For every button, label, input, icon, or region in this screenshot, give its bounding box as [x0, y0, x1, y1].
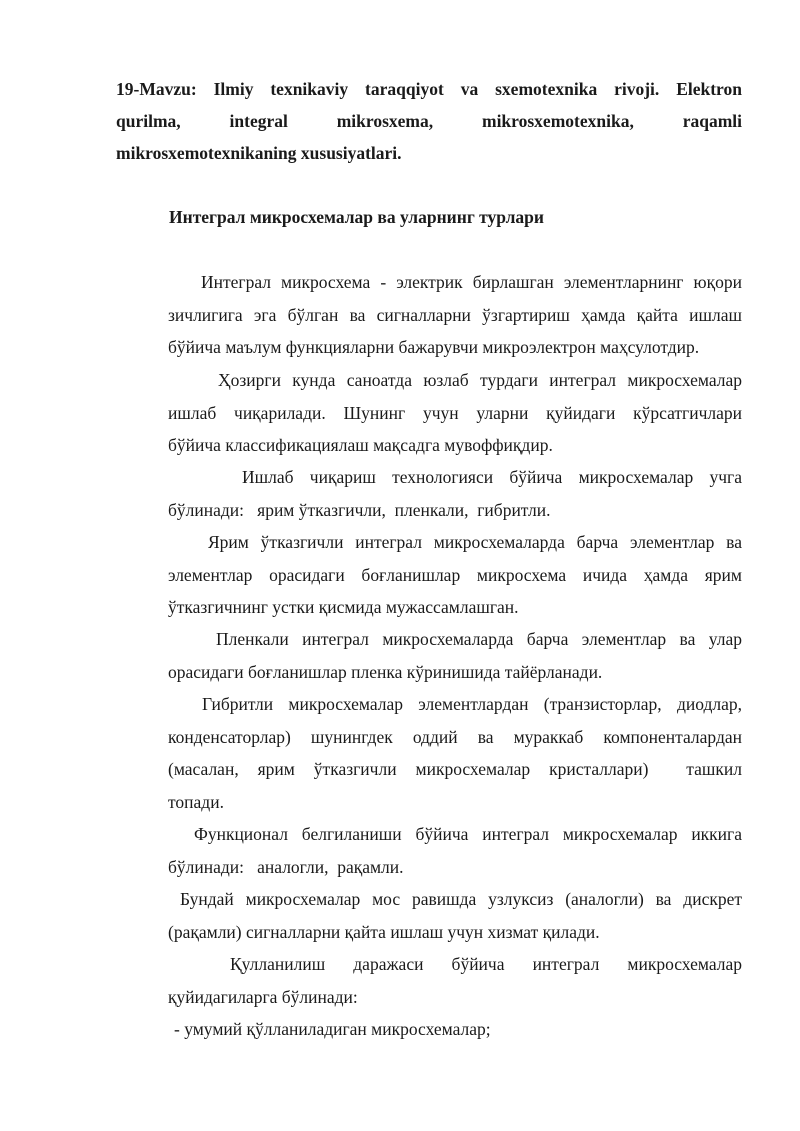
text-line: Гибритли микросхемалар элементлардан (транзисторлар, диодлар, [202, 694, 742, 714]
text-line: Ҳозирги кунда саноатда юзлаб турдаги интеграл микросхемалар [218, 370, 742, 390]
text-line: Қулланилиш даражаси бўйича интеграл микросхемалар [230, 954, 742, 974]
list-item-general [168, 1013, 742, 1046]
paragraph-classification [168, 364, 742, 462]
text-line: (масалан, ярим ўтказгичли микросхемалар кристаллари) ташкил [168, 759, 742, 779]
text-line: зичлигига эга бўлган ва сигналларни ўзгартириш ҳамда қайта ишлаш [168, 304, 742, 325]
text-line: Пленкали интеграл микросхемаларда барча элементлар ва улар [216, 629, 742, 649]
text-line: қуйидагиларга бўлинади: [168, 986, 358, 1007]
text-line: Интеграл микросхема - электрик бирлашган элементларнинг юқори [201, 272, 742, 292]
text-line: ишлаб чиқарилади. Шунинг учун уларни қуйидаги кўрсатгичлари [168, 402, 742, 423]
paragraph-technology [168, 461, 742, 526]
title-line: qurilma, integral mikrosxema, mikrosxemotexnika, raqamli [116, 111, 742, 131]
paragraph-signals [168, 883, 742, 948]
text-line: бўйича маълум функцияларни бажарувчи микроэлектрон маҳсулотдир. [168, 337, 700, 357]
paragraph-definition [168, 266, 742, 364]
text-line: бўлинади: ярим ўтказгичли, пленкали, гибритли. [168, 499, 551, 520]
title-line: mikrosxemotexnikaning xususiyatlari. [116, 143, 402, 163]
text-line: Ярим ўтказгичли интеграл микросхемаларда барча элементлар ва [208, 532, 742, 552]
text-line: Ишлаб чиқариш технологияси бўйича микросхемалар учга [242, 467, 742, 487]
text-line: бўйича классификациялаш мақсадга мувоффиқдир. [168, 435, 553, 455]
text-line: элементлар орасидаги боғланишлар микросхема ичида ҳамда ярим [168, 564, 742, 585]
paragraph-hybrid [168, 688, 742, 818]
paragraph-film [168, 623, 742, 688]
text-line: Бундай микросхемалар мос равишда узлуксиз (аналогли) ва дискрет [180, 889, 742, 909]
text-line: бўлинади: аналогли, рақамли. [168, 856, 404, 877]
text-line: топади. [168, 791, 224, 812]
topic-title [116, 73, 742, 169]
text-line: Функционал белгиланиши бўйича интеграл микросхемалар иккига [194, 824, 742, 844]
text-line: (рақамли) сигналларни қайта ишлаш учун хизмат қилади. [168, 921, 600, 942]
text-line: конденсаторлар) шунингдек оддий ва мураккаб компоненталардан [168, 726, 742, 747]
text-line: орасидаги боғланишлар пленка кўринишида тайёрланади. [168, 661, 603, 682]
text-line: - умумий қўлланиладиган микросхемалар; [174, 1019, 491, 1039]
paragraph-application [168, 948, 742, 1013]
text-line: ўтказгичнинг устки қисмида мужассамлашган. [168, 597, 519, 617]
title-line: 19-Mavzu: Ilmiy texnikaviy taraqqiyot va sxemotexnika rivoji. Elektron [116, 79, 742, 99]
paragraph-semiconductor [168, 526, 742, 624]
paragraph-functional [168, 818, 742, 883]
section-heading: Интеграл микросхемалар ва уларнинг турлари [169, 207, 544, 227]
